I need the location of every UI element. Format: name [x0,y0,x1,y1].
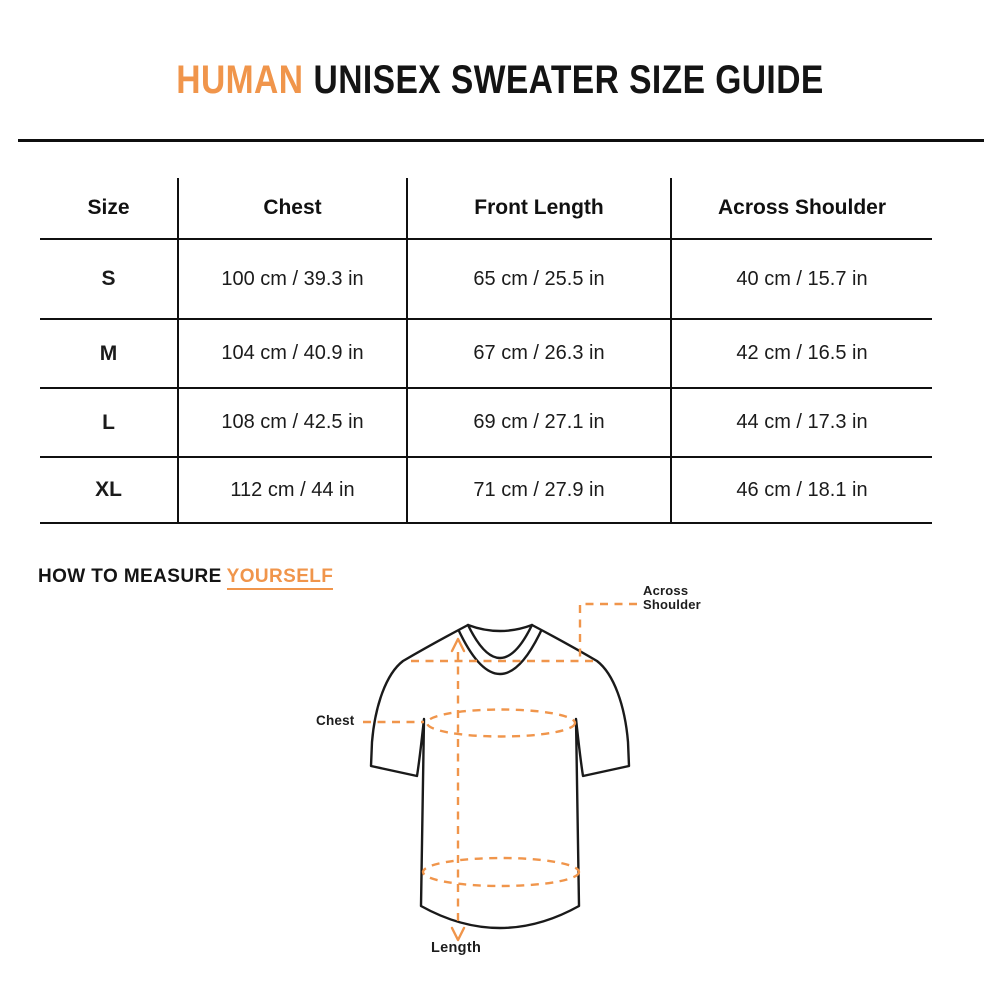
chest-cell: 104 cm / 40.9 in [177,320,406,389]
page-title [80,58,920,103]
tshirt-measurement-diagram [270,575,730,975]
chest-label: Chest [316,713,355,728]
across-shoulder-pointer-line [580,604,637,659]
size-cell: M [40,320,177,389]
column-header-size: Size [40,178,177,240]
column-header-across-shoulder: Across Shoulder [670,178,932,240]
tshirt-outline [371,625,629,928]
column-header-front-length: Front Length [406,178,670,240]
size-cell: L [40,389,177,458]
column-header-chest: Chest [177,178,406,240]
chest-cell: 112 cm / 44 in [177,458,406,524]
across-shoulder-cell: 46 cm / 18.1 in [670,458,932,524]
length-label: Length [431,940,482,956]
across-shoulder-cell: 42 cm / 16.5 in [670,320,932,389]
chest-cell: 108 cm / 42.5 in [177,389,406,458]
front-length-cell: 71 cm / 27.9 in [406,458,670,524]
length-arrow-down-icon [452,928,464,940]
how-to-measure-text: HOW TO MEASURE [38,566,222,587]
across-shoulder-label: Across Shoulder [643,583,701,612]
size-cell: S [40,240,177,320]
size-table [40,178,932,524]
front-length-cell: 69 cm / 27.1 in [406,389,670,458]
across-shoulder-cell: 44 cm / 17.3 in [670,389,932,458]
page-title-text: UNISEX SWEATER SIZE GUIDE [313,58,824,102]
title-divider [18,139,984,142]
front-length-cell: 65 cm / 25.5 in [406,240,670,320]
brand-name: HUMAN [176,58,304,102]
size-cell: XL [40,458,177,524]
yourself-link-text: YOURSELF [227,566,334,590]
across-shoulder-cell: 40 cm / 15.7 in [670,240,932,320]
chest-cell: 100 cm / 39.3 in [177,240,406,320]
front-length-cell: 67 cm / 26.3 in [406,320,670,389]
